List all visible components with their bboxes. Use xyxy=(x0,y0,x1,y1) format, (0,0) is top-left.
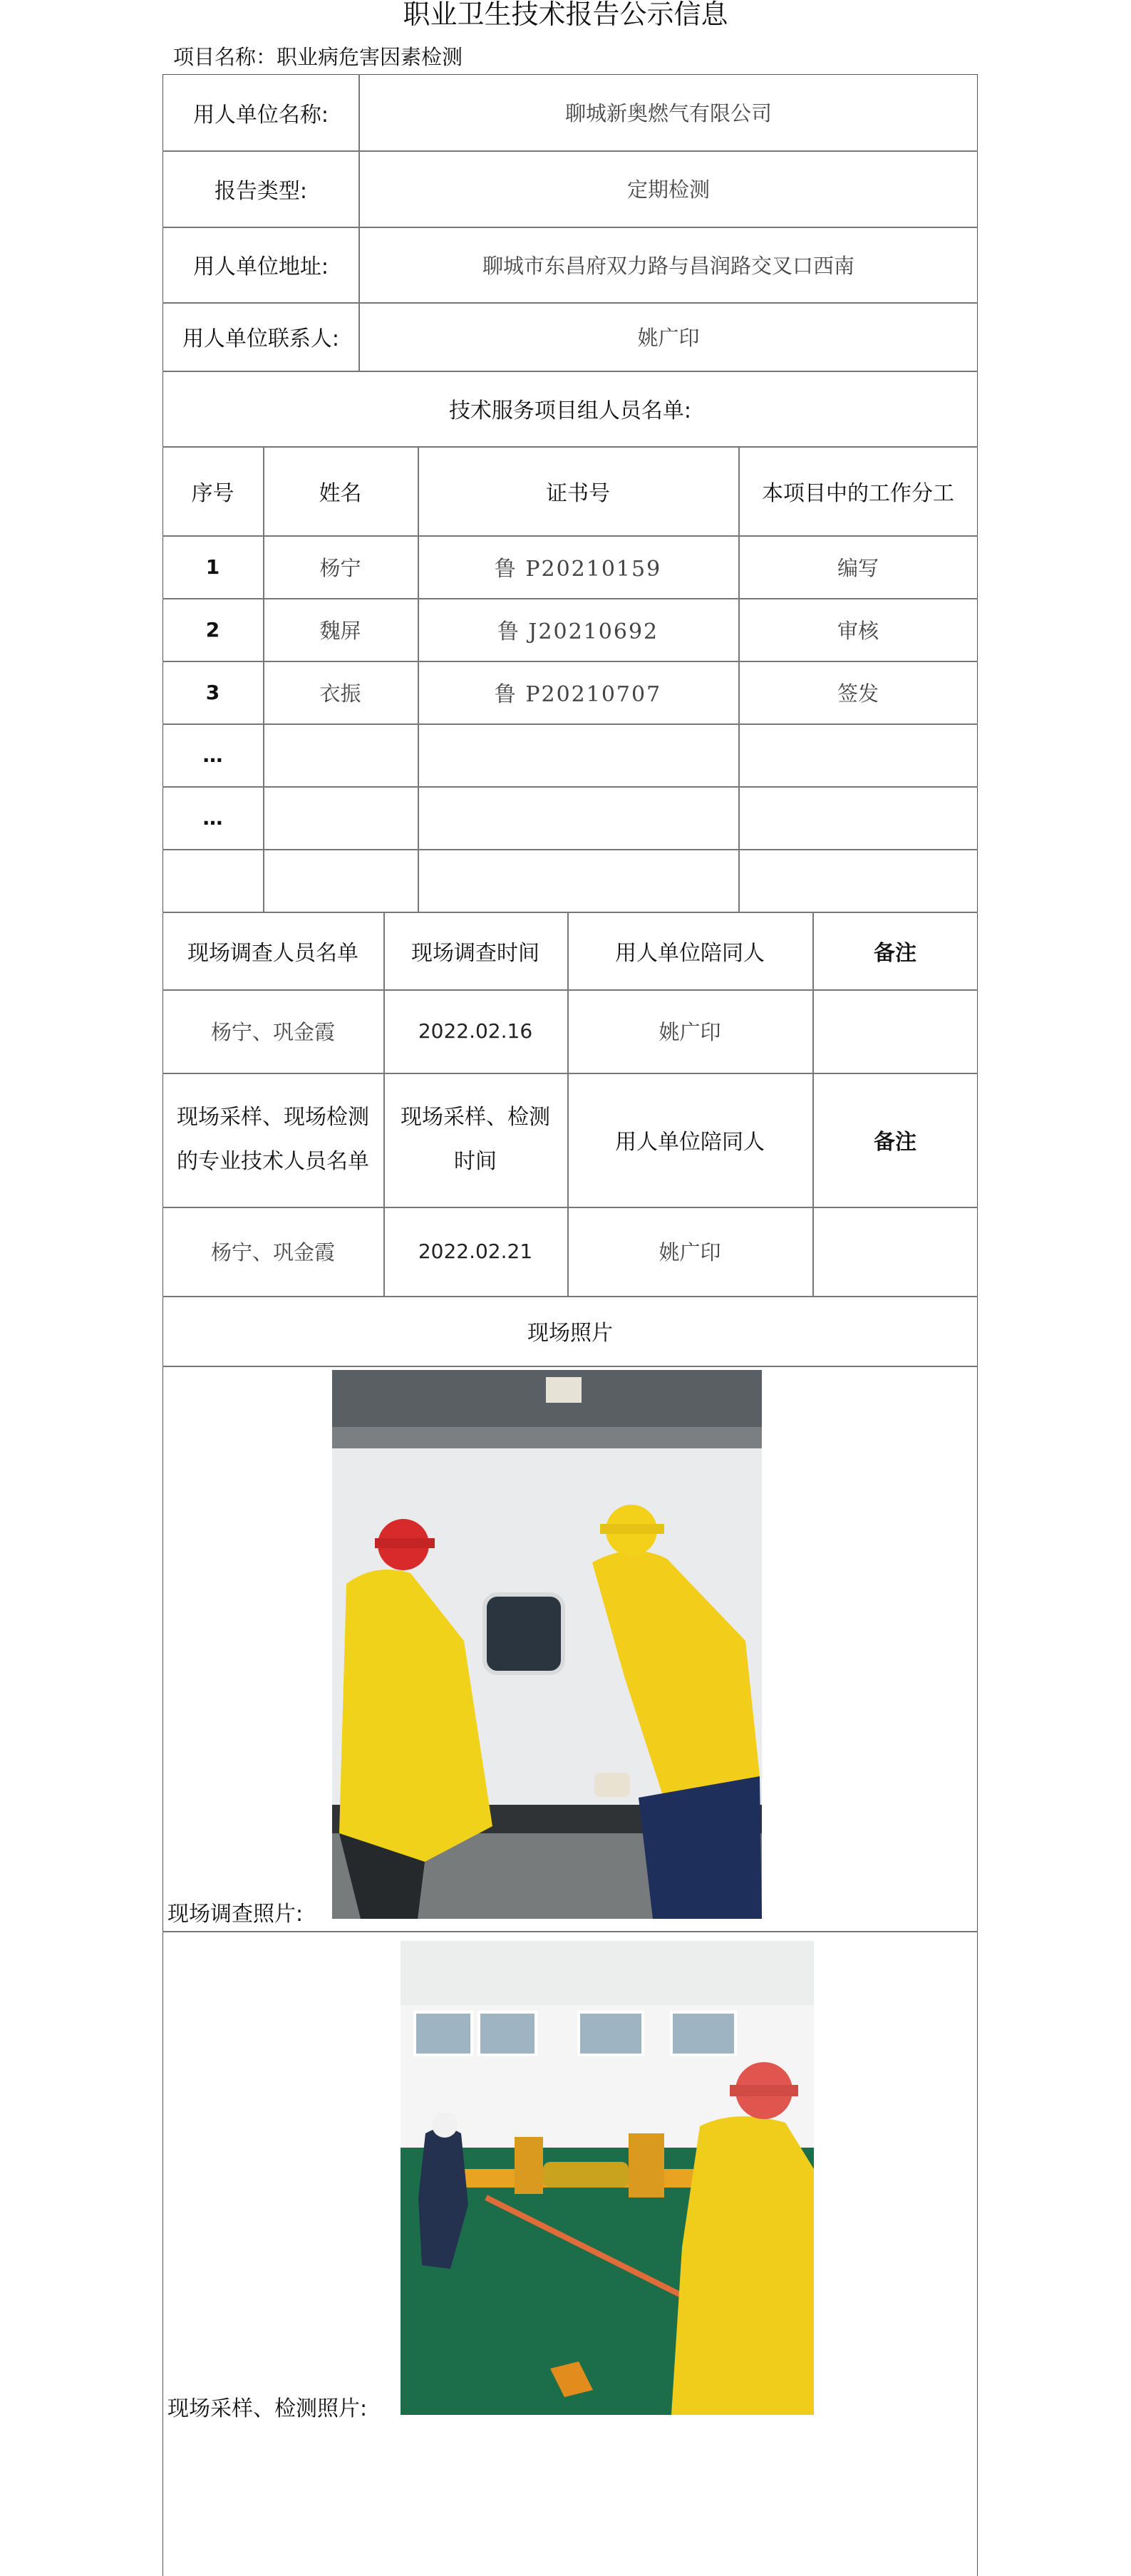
team-col-role: 本项目中的工作分工 xyxy=(762,480,954,506)
sampling-people: 杨宁、巩金霞 xyxy=(210,1240,335,1264)
sampling-photo-label: 现场采样、检测照片: xyxy=(167,2396,368,2421)
survey-col-date: 现场调查时间 xyxy=(411,940,539,966)
survey-photo-label: 现场调查照片: xyxy=(167,1902,304,1927)
sampling-escort: 姚广印 xyxy=(659,1240,721,1264)
team-row-name: 魏屏 xyxy=(319,618,361,643)
sampling-note xyxy=(812,1207,978,1296)
team-row-no: 1 xyxy=(205,555,220,579)
survey-col-note: 备注 xyxy=(874,940,916,966)
team-row-name: 衣振 xyxy=(319,681,361,706)
info-value-company: 聊城新奥燃气有限公司 xyxy=(564,101,772,125)
survey-people: 杨宁、巩金霞 xyxy=(210,1020,335,1044)
info-label-address: 用人单位地址: xyxy=(192,254,329,279)
team-row-no: 2 xyxy=(205,617,220,642)
sampling-photo xyxy=(401,1941,814,2415)
team-row-name xyxy=(263,849,418,912)
info-label-report-type: 报告类型: xyxy=(214,178,308,204)
team-row-no: … xyxy=(202,805,223,830)
team-heading: 技术服务项目组人员名单: xyxy=(448,398,692,423)
sampling-date: 2022.02.21 xyxy=(418,1240,533,1263)
project-name-line xyxy=(173,43,463,71)
team-row-cert xyxy=(418,786,738,849)
team-row-role: 编写 xyxy=(837,555,879,580)
team-row-no xyxy=(162,849,263,912)
team-row-name: 杨宁 xyxy=(319,555,361,580)
team-row-no: … xyxy=(202,743,223,767)
survey-photo xyxy=(332,1370,762,1919)
survey-col-people: 现场调查人员名单 xyxy=(187,940,358,966)
info-label-contact: 用人单位联系人: xyxy=(182,326,340,351)
survey-note xyxy=(812,989,978,1073)
photos-heading: 现场照片 xyxy=(527,1321,613,1346)
survey-escort: 姚广印 xyxy=(659,1020,721,1044)
team-row-role xyxy=(738,786,978,849)
team-col-no: 序号 xyxy=(191,480,234,506)
team-row-cert: 鲁 P20210159 xyxy=(494,557,662,582)
page-title: 职业卫生技术报告公示信息 xyxy=(403,0,728,30)
info-value-address: 聊城市东昌府双力路与昌润路交叉口西南 xyxy=(482,253,854,278)
survey-date: 2022.02.16 xyxy=(418,1019,533,1043)
sampling-col-escort: 用人单位陪同人 xyxy=(615,1130,765,1155)
team-row-role xyxy=(738,723,978,786)
sampling-col-date: 现场采样、检测时间 xyxy=(401,1105,550,1174)
project-name-label: 项目名称： xyxy=(173,45,277,69)
team-row-role: 签发 xyxy=(837,681,879,706)
info-value-contact: 姚广印 xyxy=(637,325,700,350)
team-row-cert: 鲁 J20210692 xyxy=(497,619,659,644)
team-row-cert xyxy=(418,723,738,786)
info-value-report-type: 定期检测 xyxy=(626,177,710,202)
team-col-name: 姓名 xyxy=(319,480,362,506)
team-row-name xyxy=(263,786,418,849)
team-col-cert: 证书号 xyxy=(546,480,610,506)
sampling-col-note: 备注 xyxy=(874,1130,916,1155)
survey-col-escort: 用人单位陪同人 xyxy=(615,940,765,966)
team-row-cert: 鲁 P20210707 xyxy=(494,682,662,707)
team-row-role xyxy=(738,849,978,912)
team-row-name xyxy=(263,723,418,786)
info-label-company: 用人单位名称: xyxy=(192,102,329,128)
team-row-cert xyxy=(418,849,738,912)
team-row-role: 审核 xyxy=(837,618,879,643)
team-row-no: 3 xyxy=(205,680,220,704)
sampling-col-people: 现场采样、现场检测的专业技术人员名单 xyxy=(177,1105,369,1174)
project-name-value: 职业病危害因素检测 xyxy=(277,45,463,69)
